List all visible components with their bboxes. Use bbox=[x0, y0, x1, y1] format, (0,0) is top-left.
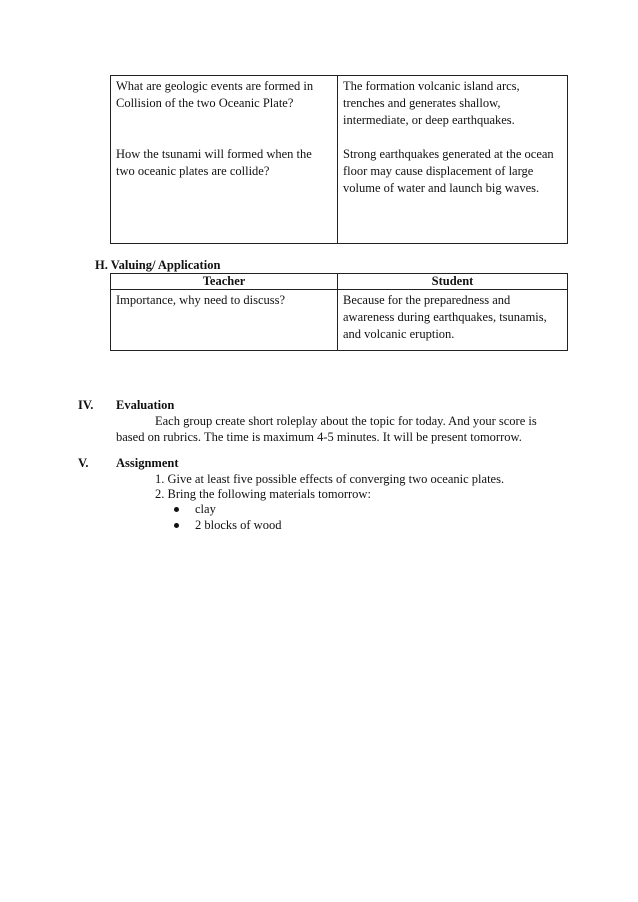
section-iv-title: Evaluation bbox=[116, 398, 175, 412]
section-v-numeral: V. bbox=[78, 456, 89, 470]
question-1-line-2: Collision of the two Oceanic Plate? bbox=[116, 96, 294, 110]
answer-2-line-3: volume of water and launch big waves. bbox=[343, 181, 540, 195]
assignment-item-2: 2. Bring the following materials tomorrow: bbox=[155, 487, 371, 501]
student-line-3: and volcanic eruption. bbox=[343, 327, 455, 341]
questions-cell bbox=[111, 76, 338, 244]
material-label: clay bbox=[195, 502, 216, 516]
question-1-line-1: What are geologic events are formed in bbox=[116, 79, 314, 93]
section-iv-numeral: IV. bbox=[78, 398, 94, 412]
answer-1-line-2: trenches and generates shallow, bbox=[343, 96, 501, 110]
question-2-line-1: How the tsunami will formed when the bbox=[116, 147, 312, 161]
bullet-icon bbox=[174, 523, 179, 528]
qa-table bbox=[110, 75, 568, 244]
section-v-title: Assignment bbox=[116, 456, 179, 470]
valuing-table bbox=[110, 273, 568, 351]
material-label: 2 blocks of wood bbox=[195, 518, 282, 532]
student-cell bbox=[338, 290, 568, 351]
material-item bbox=[174, 501, 216, 518]
section-h-heading: H. Valuing/ Application bbox=[95, 258, 221, 272]
evaluation-line-1: Each group create short roleplay about the topic for today. And your score is bbox=[155, 414, 537, 428]
teacher-cell bbox=[111, 290, 338, 351]
answers-cell bbox=[338, 76, 568, 244]
answer-2-line-1: Strong earthquakes generated at the ocean bbox=[343, 147, 554, 161]
assignment-item-1: 1. Give at least five possible effects of converging two oceanic plates. bbox=[155, 472, 505, 486]
bullet-icon bbox=[174, 507, 179, 512]
student-line-1: Because for the preparedness and bbox=[343, 293, 511, 307]
answer-1-line-3: intermediate, or deep earthquakes. bbox=[343, 113, 515, 127]
teacher-header: Teacher bbox=[111, 274, 338, 290]
question-2-line-2: two oceanic plates are collide? bbox=[116, 164, 270, 178]
material-item bbox=[174, 517, 281, 534]
answer-1-line-1: The formation volcanic island arcs, bbox=[343, 79, 520, 93]
answer-2-line-2: floor may cause displacement of large bbox=[343, 164, 534, 178]
teacher-text: Importance, why need to discuss? bbox=[116, 293, 286, 307]
student-line-2: awareness during earthquakes, tsunamis, bbox=[343, 310, 547, 324]
student-header: Student bbox=[338, 274, 568, 290]
evaluation-line-2: based on rubrics. The time is maximum 4-5 minutes. It will be present tomorrow. bbox=[116, 430, 522, 444]
